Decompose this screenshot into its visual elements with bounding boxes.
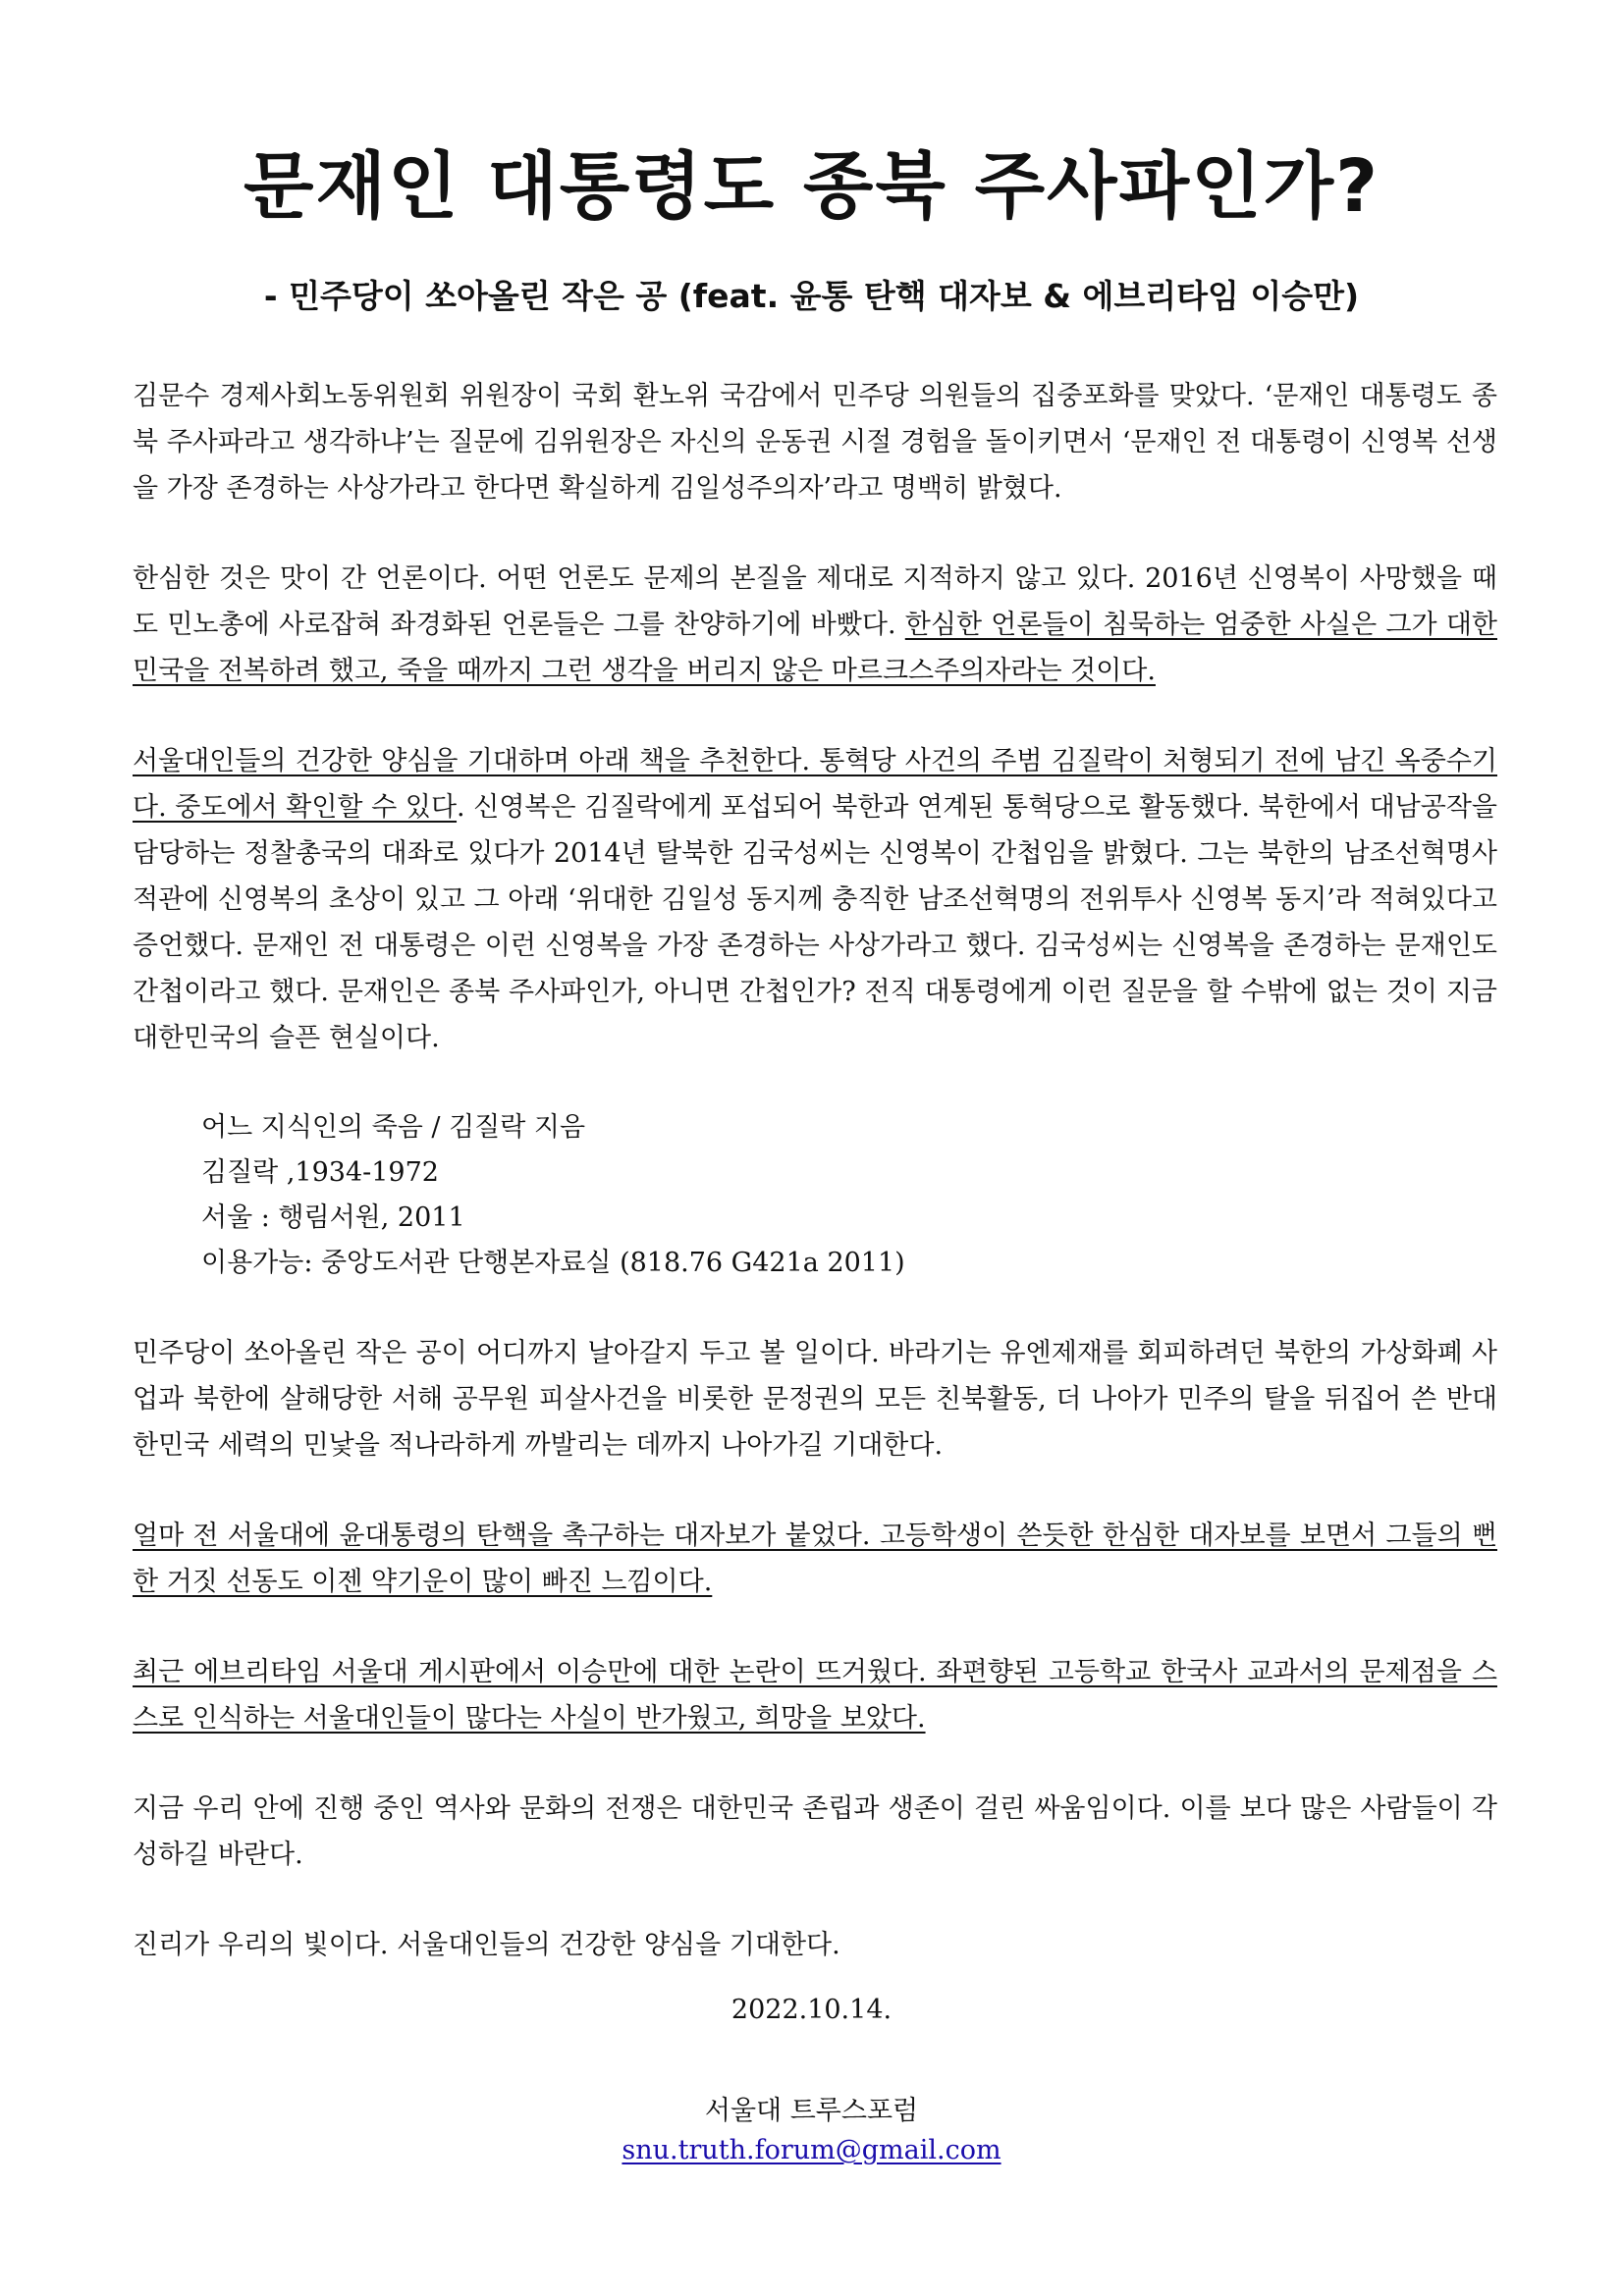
paragraph-2 — [133, 556, 1497, 694]
paragraph-8: 진리가 우리의 빛이다. 서울대인들의 건강한 양심을 기대한다. — [133, 1930, 840, 1960]
document-date: 2022.10.14. — [730, 1995, 893, 2025]
document-subtitle: - 민주당이 쏘아올린 작은 공 (feat. 윤통 탄핵 대자보 & 에브리타임 이승만) — [263, 277, 1360, 315]
book-availability: 이용가능: 중앙도서관 단행본자료실 (818.76 G421a 2011) — [201, 1248, 905, 1278]
book-title: 어느 지식인의 죽음 / 김질락 지음 — [201, 1112, 586, 1143]
paragraph-7: 지금 우리 안에 진행 중인 역사와 문화의 전쟁은 대한민국 존립과 생존이 걸린 싸움임이다. 이를 보다 많은 사람들이 각성하길 바란다. — [133, 1793, 1497, 1870]
book-reference — [201, 1105, 1497, 1286]
book-publisher: 서울 : 행림서원, 2011 — [201, 1202, 465, 1233]
paragraph-5: 얼마 전 서울대에 윤대통령의 탄핵을 촉구하는 대자보가 붙었다. 고등학생이 쓴듯한 한심한 대자보를 보면서 그들의 뻔한 거짓 선동도 이젠 약기운이 많이 빠진 느낌이다. — [133, 1521, 1497, 1597]
organization-name: 서울대 트루스포럼 — [704, 2096, 919, 2126]
document-body — [133, 373, 1497, 2012]
paragraph-6: 최근 에브리타임 서울대 게시판에서 이승만에 대한 논란이 뜨거웠다. 좌편향된 고등학교 한국사 교과서의 문제점을 스스로 인식하는 서울대인들이 많다는 사실이 반가웠고, 희망을 보았다. — [133, 1657, 1497, 1734]
paragraph-2-text: 한심한 것은 맛이 간 언론이다. 어떤 언론도 문제의 본질을 제대로 지적하지 않고 있다. 2016년 신영복이 사망했을 때도 민노총에 사로잡혀 좌경화된 언론들은 그를 찬양하기에 바빴다. — [133, 563, 1497, 640]
paragraph-3-text: . 신영복은 김질락에게 포섭되어 북한과 연계된 통혁당으로 활동했다. 북한에서 대남공작을 담당하는 정찰총국의 대좌로 있다가 2014년 탈북한 김국성씨는 신영복이 간첩임을 밝혔다. 그는 북한의 남조선혁명사적관에 신영복의 초상이 있고 그 아래 ‘위대한 김일성 동지께 충직한 남조선혁명의 전위투사 신영복 동지’라 적혀있다고 증언했다. 문재인 전 대통령은 이런 신영복을 가장 존경하는 사상가라고 했다. 김국성씨는 신영복을 존경하는 문재인도 간첩이라고 했다. 문재인은 종북 주사파인가, 아니면 간첩인가? 전직 대통령에게 이런 질문을 할 수밖에 없는 것이 지금 대한민국의 슬픈 현실이다. — [133, 792, 1497, 1053]
paragraph-3-underlined: 서울대인들의 건강한 양심을 기대하며 아래 책을 추천한다. 통혁당 사건의 주범 김질락이 처형되기 전에 남긴 옥중수기다. 중도에서 확인할 수 있다 — [133, 746, 1497, 823]
email-link[interactable]: snu.truth.forum@gmail.com — [622, 2135, 1001, 2165]
document-title: 문재인 대통령도 종북 주사파인가? — [243, 144, 1380, 229]
book-author: 김질락 ,1934-1972 — [201, 1157, 439, 1188]
paragraph-3 — [133, 738, 1497, 1061]
paragraph-1: 김문수 경제사회노동위원회 위원장이 국회 환노위 국감에서 민주당 의원들의 집중포화를 맞았다. ‘문재인 대통령도 종북 주사파라고 생각하냐’는 질문에 김위원장은 자신의 운동권 시절 경험을 돌이키면서 ‘문재인 전 대통령이 신영복 선생을 가장 존경하는 사상가라고 한다면 확실하게 김일성주의자’라고 명백히 밝혔다. — [133, 381, 1497, 504]
paragraph-2-underlined: 한심한 언론들이 침묵하는 엄중한 사실은 그가 대한민국을 전복하려 했고, 죽을 때까지 그런 생각을 버리지 않은 마르크스주의자라는 것이다. — [133, 610, 1497, 686]
paragraph-4: 민주당이 쏘아올린 작은 공이 어디까지 날아갈지 두고 볼 일이다. 바라기는 유엔제재를 회피하려던 북한의 가상화폐 사업과 북한에 살해당한 서해 공무원 피살사건을 비롯한 문정권의 모든 친북활동, 더 나아가 민주의 탈을 뒤집어 쓴 반대한민국 세력의 민낯을 적나라하게 까발리는 데까지 나아가길 기대한다. — [133, 1338, 1497, 1461]
